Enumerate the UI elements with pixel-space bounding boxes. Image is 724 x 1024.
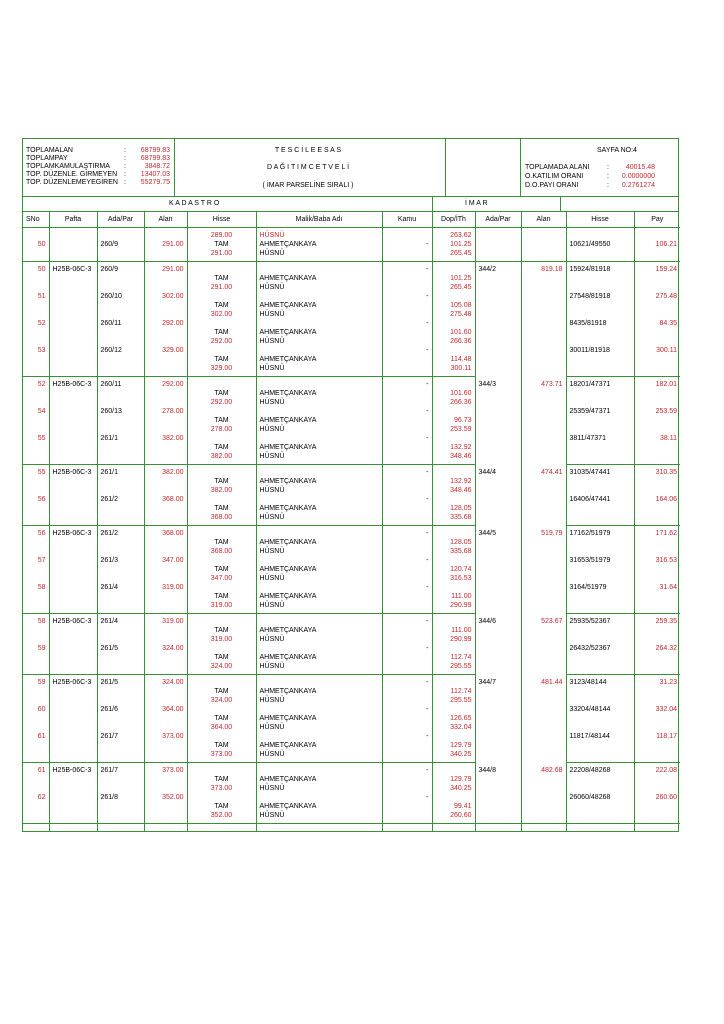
cell-malik: AHMETÇANKAYA HÜSNÜ — [256, 614, 382, 645]
footer-cell — [97, 824, 144, 832]
cell-hisse: TAM 382.00 — [187, 465, 256, 496]
cell-alan: 373.00 — [144, 763, 187, 794]
cell-pafta — [49, 793, 97, 824]
cell-hisse: TAM 319.00 — [187, 583, 256, 614]
cell-sno: 62 — [23, 793, 49, 824]
cell-hisse: TAM 373.00 — [187, 732, 256, 763]
cell-imar-alan: 519.79 — [521, 526, 566, 614]
cell-sno: 53 — [23, 346, 49, 377]
cell-sno: 50 — [37, 266, 46, 273]
cell-dop: 101.25 265.45 — [432, 262, 475, 293]
cell-kamu: - — [382, 556, 432, 583]
cell-imar-hisse: 31035/47441 — [566, 465, 634, 496]
cell-malik: AHMETÇANKAYA HÜSNÜ — [256, 793, 382, 824]
cell-alan: 319.00 — [144, 614, 187, 645]
footer-cell — [521, 824, 566, 832]
cell-imar-alan: 819.18 — [521, 262, 566, 377]
cell-imar-hisse: 25935/52367 — [566, 614, 634, 645]
cell-kamu: - — [382, 262, 432, 293]
table-row — [23, 346, 680, 377]
summary-row: TOPLAMKAMULAŞTIRMA : 3848.72 — [26, 163, 170, 170]
cell-imar-hisse: 17162/51979 — [566, 526, 634, 557]
cell-dop: 112.74 295.55 — [432, 675, 475, 706]
cell-imar-hisse: 26432/52367 — [566, 644, 634, 675]
cell-pafta — [49, 407, 97, 434]
cell-ada-par: 260/12 — [97, 346, 144, 377]
cell-imar-hisse: 3811/47371 — [566, 434, 634, 465]
kadastro-label: K A D A S T R O — [169, 200, 220, 207]
cell-malik: AHMETÇANKAYA HÜSNÜ — [256, 407, 382, 434]
cell-alan: 364.00 — [144, 705, 187, 732]
cell-pay: 253.59 — [634, 407, 680, 434]
cell-sno: 55 — [37, 469, 46, 476]
cell-malik: AHMETÇANKAYA HÜSNÜ — [256, 377, 382, 408]
cell-pay: 171.62 — [634, 526, 680, 557]
cell-malik: AHMETÇANKAYA HÜSNÜ — [256, 556, 382, 583]
cell-malik: AHMETÇANKAYA HÜSNÜ — [256, 319, 382, 346]
cell-alan: 291.00 — [144, 228, 187, 262]
cell-pay: 275.48 — [634, 292, 680, 319]
cell-ada-par: 261/1 — [97, 465, 144, 496]
cell-alan: 319.00 — [144, 583, 187, 614]
col-alan: Alan — [144, 212, 187, 228]
cell-imar-hisse: 15924/81918 — [566, 262, 634, 293]
cell-imar-hisse: 33204/48144 — [566, 705, 634, 732]
cell-pay: 159.24 — [634, 262, 680, 293]
cell-ada-par: 260/9 — [97, 262, 144, 293]
cell-ada-par: 261/2 — [97, 495, 144, 526]
cell-sno: 59 — [23, 644, 49, 675]
cell-imar-alan: 482.68 — [521, 763, 566, 824]
cell-hisse: TAM 292.00 — [187, 319, 256, 346]
cell-alan: 382.00 — [144, 465, 187, 496]
col-malik: Malik/Baba Adı — [256, 212, 382, 228]
cell-ada-par: 261/3 — [97, 556, 144, 583]
cell-alan: 352.00 — [144, 793, 187, 824]
cell-sno: 58 — [23, 583, 49, 614]
cell-ada-par: 261/1 — [97, 434, 144, 465]
cell-imar-hisse: 27548/81918 — [566, 292, 634, 319]
cell-imar-hisse: 8435/81918 — [566, 319, 634, 346]
cell-pafta — [49, 644, 97, 675]
cell-pafta: H25B-06C-3 — [49, 262, 97, 293]
summary-row: TOP. DÜZENLE. GİRMEYEN : 13407.03 — [26, 171, 170, 178]
cell-sno: 60 — [37, 706, 46, 713]
col-dop: Dop/İTh — [432, 212, 475, 228]
cell-malik: HÜSNÜ AHMETÇANKAYA HÜSNÜ — [256, 228, 382, 262]
cell-pay: 84.35 — [634, 319, 680, 346]
cell-pafta: H25B-06C-3 — [49, 614, 97, 645]
cell-hisse: TAM 364.00 — [187, 705, 256, 732]
cell-pafta — [49, 319, 97, 346]
cell-hisse: TAM 368.00 — [187, 526, 256, 557]
cell-hisse: TAM 352.00 — [187, 793, 256, 824]
cell-hisse: TAM 319.00 — [187, 614, 256, 645]
cell-pay: 264.32 — [634, 644, 680, 675]
cell-kamu: - — [382, 465, 432, 496]
cell-hisse: TAM 324.00 — [187, 675, 256, 706]
table-row — [23, 732, 680, 763]
right-summary-row: D.O.PAYI ORANI : 0.2761274 — [525, 182, 655, 189]
cell-alan: 329.00 — [144, 346, 187, 377]
table-row — [23, 763, 680, 794]
cell-sno: 54 — [37, 408, 46, 415]
cell-hisse: TAM 291.00 — [187, 262, 256, 293]
cell-pay: 31.23 — [634, 675, 680, 706]
cell-kamu: - — [382, 732, 432, 763]
cell-malik: AHMETÇANKAYA HÜSNÜ — [256, 465, 382, 496]
cell-dop: 129.79 340.25 — [432, 732, 475, 763]
cell-pafta — [49, 346, 97, 377]
cell-imar-hisse: 11817/48144 — [566, 732, 634, 763]
cell-alan: 368.00 — [144, 495, 187, 526]
cell-dop: 96.73 253.59 — [432, 407, 475, 434]
cell-imar-hisse: 18201/47371 — [566, 377, 634, 408]
footer-cell — [256, 824, 382, 832]
cell-pay: 300.11 — [634, 346, 680, 377]
cell-sno: 52 — [37, 381, 46, 388]
cell-pafta — [49, 434, 97, 465]
cell-alan: 324.00 — [144, 644, 187, 675]
cell-kamu: - — [382, 228, 432, 262]
right-summary-row: TOPLAMADA ALANI : 40015.48 — [525, 164, 655, 171]
cell-imar-ada-par: 344/7 — [475, 675, 521, 763]
cell-hisse: TAM 347.00 — [187, 556, 256, 583]
page-number: SAYFA NO:4 — [597, 147, 637, 154]
table-row — [23, 495, 680, 526]
cell-sno: 50 — [23, 228, 49, 262]
cell-imar-alan: 523.67 — [521, 614, 566, 675]
footer-cell — [566, 824, 634, 832]
footer-cell — [634, 824, 680, 832]
summary-row: TOP. DÜZENLEMEYEGİREN : 55279.75 — [26, 179, 170, 186]
table-row — [23, 228, 680, 262]
cell-kamu: - — [382, 346, 432, 377]
footer-cell — [432, 824, 475, 832]
column-header-row — [23, 212, 680, 228]
cell-hisse: TAM 329.00 — [187, 346, 256, 377]
cell-ada-par: 261/4 — [97, 614, 144, 645]
cell-pafta: H25B-06C-3 — [49, 675, 97, 706]
cell-dop: 126.65 332.04 — [432, 705, 475, 732]
cell-imar-alan — [521, 228, 566, 262]
table-row — [23, 675, 680, 706]
footer-cell — [49, 824, 97, 832]
cell-ada-par: 261/7 — [97, 763, 144, 794]
cell-malik: AHMETÇANKAYA HÜSNÜ — [256, 346, 382, 377]
cell-pay: 222.08 — [634, 763, 680, 794]
cell-imar-ada-par: 344/5 — [475, 526, 521, 614]
cell-pafta — [49, 292, 97, 319]
cell-pafta — [49, 583, 97, 614]
distribution-sheet — [22, 138, 679, 832]
cell-pay: 332.04 — [634, 705, 680, 732]
cell-kamu: - — [382, 644, 432, 675]
cell-kamu: - — [382, 705, 432, 732]
cell-sno: 51 — [37, 293, 46, 300]
cell-pay: 310.35 — [634, 465, 680, 496]
cell-pay: 259.35 — [634, 614, 680, 645]
cell-imar-ada-par: 344/8 — [475, 763, 521, 824]
document-subtitle: D A Ğ I T I M C E T V E L İ — [266, 164, 350, 171]
cell-pafta: H25B-06C-3 — [49, 377, 97, 408]
cell-pay: 260.60 — [634, 793, 680, 824]
cell-ada-par: 261/6 — [97, 705, 144, 732]
cell-pay: 182.01 — [634, 377, 680, 408]
cell-alan: 382.00 — [144, 434, 187, 465]
table-row — [23, 526, 680, 557]
cell-dop: 263.62 101.25 265.45 — [432, 228, 475, 262]
cell-malik: AHMETÇANKAYA HÜSNÜ — [256, 434, 382, 465]
cell-ada-par: 260/13 — [97, 407, 144, 434]
cell-alan: 292.00 — [144, 319, 187, 346]
cell-pafta: H25B-06C-3 — [49, 526, 97, 557]
cell-kamu: - — [382, 793, 432, 824]
cell-pay: 164.06 — [634, 495, 680, 526]
cell-dop: 120.74 316.53 — [432, 556, 475, 583]
cell-kamu: - — [382, 614, 432, 645]
cell-pay: 31.64 — [634, 583, 680, 614]
table-row — [23, 262, 680, 293]
cell-dop: 112.74 295.55 — [432, 644, 475, 675]
cell-pay: 106.21 — [634, 228, 680, 262]
cell-imar-hisse: 30011/81918 — [566, 346, 634, 377]
cell-pay: 316.53 — [634, 556, 680, 583]
cell-pafta — [49, 556, 97, 583]
cell-dop: 111.00 290.99 — [432, 614, 475, 645]
cell-imar-hisse: 3123/48144 — [566, 675, 634, 706]
cell-dop: 99.41 260.60 — [432, 793, 475, 824]
col-kamu: Kamu — [382, 212, 432, 228]
cell-dop: 132.92 348.46 — [432, 465, 475, 496]
cell-kamu: - — [382, 526, 432, 557]
cell-pafta — [49, 495, 97, 526]
cell-ada-par: 261/4 — [97, 583, 144, 614]
cell-imar-alan: 473.71 — [521, 377, 566, 465]
cell-kamu: - — [382, 292, 432, 319]
cell-hisse: TAM 373.00 — [187, 763, 256, 794]
cell-ada-par: 261/8 — [97, 793, 144, 824]
cell-ada-par: 260/11 — [97, 377, 144, 408]
summary-row: TOPLAMALAN : 68799.83 — [26, 147, 170, 154]
footer-cell — [187, 824, 256, 832]
cell-kamu: - — [382, 763, 432, 794]
cell-sno: 55 — [23, 434, 49, 465]
cell-sno: 52 — [37, 320, 46, 327]
cell-kamu: - — [382, 495, 432, 526]
cell-hisse: TAM 368.00 — [187, 495, 256, 526]
cell-malik: AHMETÇANKAYA HÜSNÜ — [256, 705, 382, 732]
col-pay: Pay — [634, 212, 680, 228]
cell-dop: 114.48 300.11 — [432, 346, 475, 377]
cell-pay: 38.11 — [634, 434, 680, 465]
cell-alan: 291.00 — [144, 262, 187, 293]
cell-pafta — [49, 228, 97, 262]
col-pafta: Pafta — [49, 212, 97, 228]
cell-hisse: TAM 302.00 — [187, 292, 256, 319]
col-hisse: Hisse — [187, 212, 256, 228]
cell-imar-ada-par: 344/6 — [475, 614, 521, 675]
cell-sno: 58 — [37, 618, 46, 625]
cell-dop: 132.92 348.46 — [432, 434, 475, 465]
cell-hisse: TAM 278.00 — [187, 407, 256, 434]
cell-imar-hisse: 26060/48268 — [566, 793, 634, 824]
cell-imar-alan: 474.41 — [521, 465, 566, 526]
cell-imar-ada-par: 344/3 — [475, 377, 521, 465]
cell-pafta — [49, 705, 97, 732]
cell-imar-hisse: 31653/51979 — [566, 556, 634, 583]
cell-malik: AHMETÇANKAYA HÜSNÜ — [256, 644, 382, 675]
cell-kamu: - — [382, 583, 432, 614]
cell-imar-ada-par: 344/2 — [475, 262, 521, 377]
cell-alan: 292.00 — [144, 377, 187, 408]
cell-ada-par: 260/11 — [97, 319, 144, 346]
cell-alan: 324.00 — [144, 675, 187, 706]
cell-sno: 61 — [37, 767, 46, 774]
table-footer-row — [23, 824, 680, 832]
cell-imar-hisse: 10621/49550 — [566, 228, 634, 262]
table-row — [23, 583, 680, 614]
cell-dop: 129.79 340.25 — [432, 763, 475, 794]
cell-alan: 347.00 — [144, 556, 187, 583]
cell-dop: 101.60 266.36 — [432, 319, 475, 346]
cell-imar-ada-par — [475, 228, 521, 262]
cell-sno: 61 — [23, 732, 49, 763]
cell-alan: 368.00 — [144, 526, 187, 557]
cell-alan: 302.00 — [144, 292, 187, 319]
table-row — [23, 465, 680, 496]
table-row — [23, 377, 680, 408]
cell-malik: AHMETÇANKAYA HÜSNÜ — [256, 583, 382, 614]
cell-imar-hisse: 3164/51979 — [566, 583, 634, 614]
cell-dop: 128.05 335.68 — [432, 526, 475, 557]
cell-imar-ada-par: 344/4 — [475, 465, 521, 526]
table-row — [23, 614, 680, 645]
cell-dop: 128.05 335.68 — [432, 495, 475, 526]
cell-malik: AHMETÇANKAYA HÜSNÜ — [256, 292, 382, 319]
section-band — [23, 197, 678, 212]
cell-alan: 373.00 — [144, 732, 187, 763]
cell-hisse: 289.00 TAM 291.00 — [187, 228, 256, 262]
table-row — [23, 705, 680, 732]
cell-hisse: TAM 292.00 — [187, 377, 256, 408]
col-imar-alan: Alan — [521, 212, 566, 228]
cell-malik: AHMETÇANKAYA HÜSNÜ — [256, 732, 382, 763]
cell-imar-hisse: 25359/47371 — [566, 407, 634, 434]
imar-label: İ M A R — [465, 200, 488, 207]
cell-pafta: H25B-06C-3 — [49, 465, 97, 496]
cell-malik: AHMETÇANKAYA HÜSNÜ — [256, 763, 382, 794]
sort-note: ( İMAR PARSELİNE SIRALI ) — [262, 182, 354, 189]
cell-kamu: - — [382, 434, 432, 465]
cell-dop: 101.60 266.36 — [432, 377, 475, 408]
cell-pafta: H25B-06C-3 — [49, 763, 97, 794]
summary-row: TOPLAMPAY : 68799.83 — [26, 155, 170, 162]
col-ada-par: Ada/Par — [97, 212, 144, 228]
cell-ada-par: 261/5 — [97, 644, 144, 675]
cell-hisse: TAM 382.00 — [187, 434, 256, 465]
footer-cell — [382, 824, 432, 832]
cell-pay: 118.17 — [634, 732, 680, 763]
table-row — [23, 644, 680, 675]
cell-kamu: - — [382, 675, 432, 706]
table-row — [23, 793, 680, 824]
table-row — [23, 434, 680, 465]
footer-cell — [23, 824, 49, 832]
cell-pafta — [49, 732, 97, 763]
col-sno: SNo — [23, 212, 49, 228]
cell-sno: 56 — [37, 530, 46, 537]
footer-cell — [144, 824, 187, 832]
cell-malik: AHMETÇANKAYA HÜSNÜ — [256, 262, 382, 293]
cell-imar-hisse: 16406/47441 — [566, 495, 634, 526]
col-imar-ada-par: Ada/Par — [475, 212, 521, 228]
distribution-table — [23, 212, 680, 831]
document-title: T E S C İ L E E S A S — [274, 147, 342, 154]
cell-sno: 56 — [23, 495, 49, 526]
table-row — [23, 407, 680, 434]
cell-hisse: TAM 324.00 — [187, 644, 256, 675]
cell-sno: 59 — [37, 679, 46, 686]
cell-ada-par: 261/2 — [97, 526, 144, 557]
cell-ada-par: 261/5 — [97, 675, 144, 706]
cell-imar-alan: 481.44 — [521, 675, 566, 763]
cell-kamu: - — [382, 319, 432, 346]
cell-ada-par: 260/10 — [97, 292, 144, 319]
cell-malik: AHMETÇANKAYA HÜSNÜ — [256, 495, 382, 526]
cell-malik: AHMETÇANKAYA HÜSNÜ — [256, 526, 382, 557]
cell-ada-par: 261/7 — [97, 732, 144, 763]
sheet-header — [23, 139, 678, 197]
footer-cell — [475, 824, 521, 832]
table-row — [23, 292, 680, 319]
cell-sno: 57 — [37, 557, 46, 564]
cell-dop: 105.08 275.48 — [432, 292, 475, 319]
cell-kamu: - — [382, 377, 432, 408]
right-summary-row: O.KATILIM ORANI : 0.0000000 — [525, 173, 655, 180]
table-row — [23, 556, 680, 583]
cell-dop: 111.00 290.99 — [432, 583, 475, 614]
cell-ada-par: 260/9 — [97, 228, 144, 262]
table-row — [23, 319, 680, 346]
col-imar-hisse: Hisse — [566, 212, 634, 228]
cell-malik: AHMETÇANKAYA HÜSNÜ — [256, 675, 382, 706]
cell-alan: 278.00 — [144, 407, 187, 434]
cell-kamu: - — [382, 407, 432, 434]
cell-imar-hisse: 22208/48268 — [566, 763, 634, 794]
